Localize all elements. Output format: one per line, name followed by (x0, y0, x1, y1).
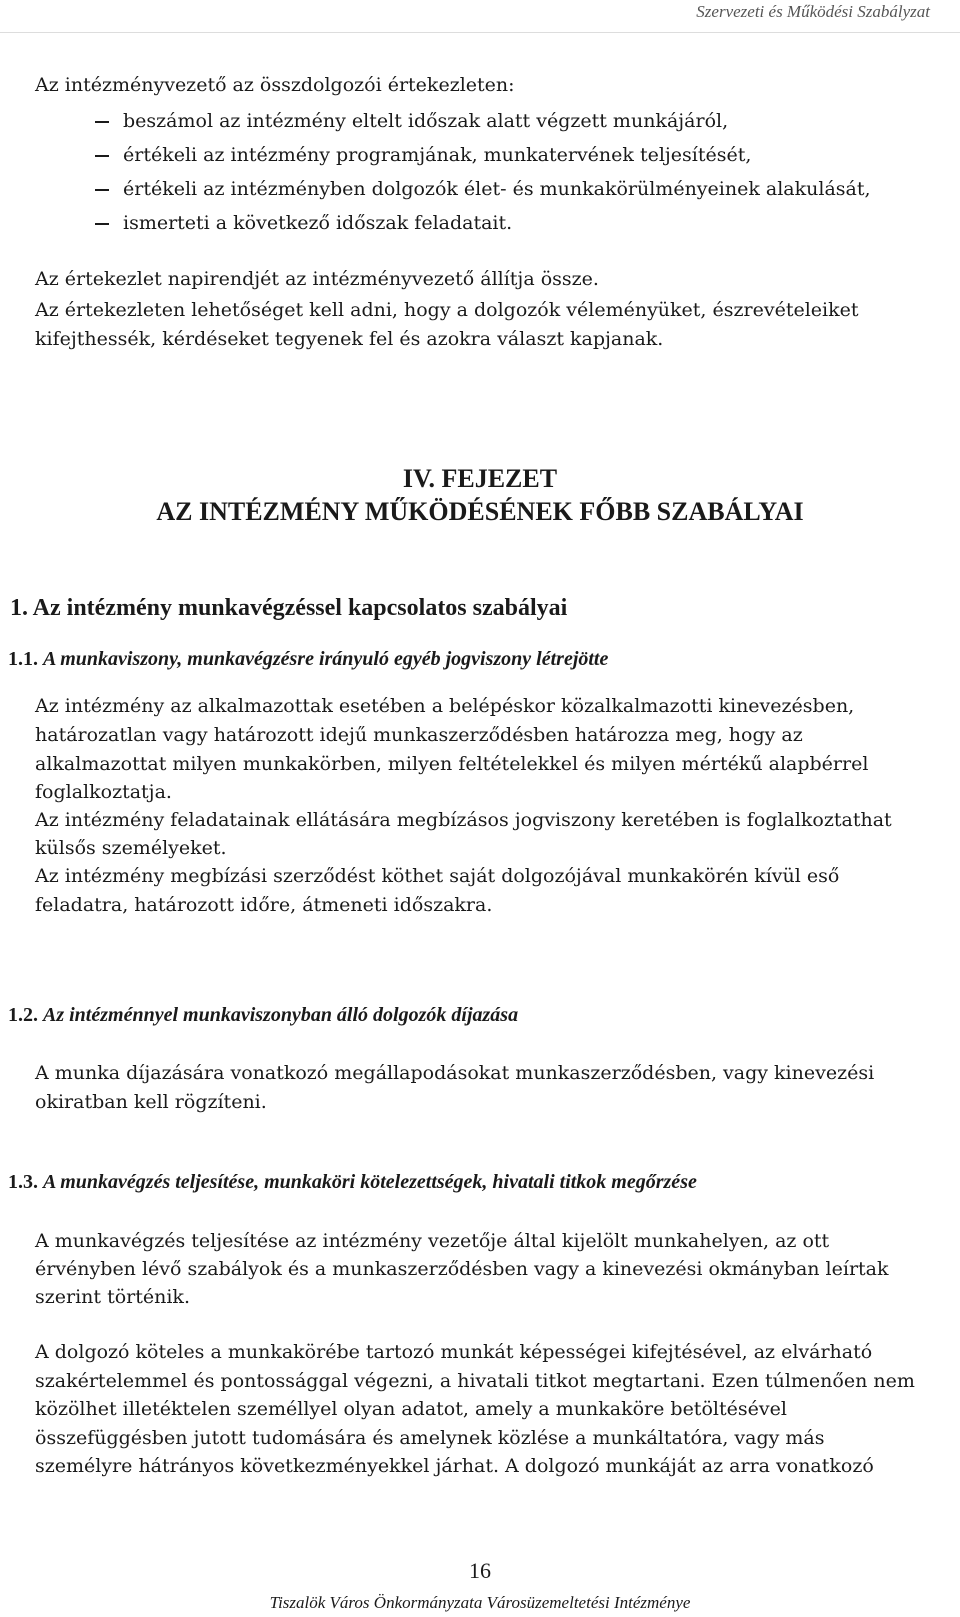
paragraph-line: összefüggésben jutott tudomására és amelynek közlése a munkáltatóra, vagy más (35, 1427, 825, 1449)
paragraph-line: A munka díjazására vonatkozó megállapodásokat munkaszerződésben, vagy kinevezési (35, 1062, 875, 1084)
paragraph-line: Az intézmény megbízási szerződést köthet saját dolgozójával munkakörén kívül eső (35, 865, 840, 887)
paragraph-line: okiratban kell rögzíteni. (35, 1091, 267, 1113)
paragraph-line: szerint történik. (35, 1286, 190, 1308)
dash-bullet-icon (95, 121, 109, 123)
paragraph-line: foglalkoztatja. (35, 781, 172, 803)
paragraph-line: személyre hátrányos következményekkel járhat. A dolgozó munkáját az arra vonatkozó (35, 1455, 874, 1477)
subsection-heading-1-3: 1.3. A munkavégzés teljesítése, munkaköri kötelezettségek, hivatali titkok megőrzése (8, 1171, 697, 1193)
dash-bullet-icon (95, 189, 109, 191)
paragraph-line: A munkavégzés teljesítése az intézmény vezetője által kijelölt munkahelyen, az ott (35, 1230, 830, 1252)
paragraph-line: Az intézmény feladatainak ellátására megbízásos jogviszony keretében is foglalkoztathat (35, 809, 892, 831)
paragraph-line: érvényben lévő szabályok és a munkaszerződésben vagy a kinevezési okmányban leírtak (35, 1258, 889, 1280)
paragraph-line: szakértelemmel és pontossággal végezni, a hivatali titkot megtartani. Ezen túlmenően nem (35, 1370, 915, 1392)
paragraph-line: határozatlan vagy határozott idejű munkaszerződésben határozza meg, hogy az (35, 724, 803, 746)
paragraph-line: alkalmazottat milyen munkakörben, milyen feltételekkel és milyen mértékű alapbérrel (35, 753, 869, 775)
running-footer: Tiszalök Város Önkormányzata Városüzemeltetési Intézménye (269, 1593, 691, 1612)
paragraph-line: közölhet illetéktelen személlyel olyan adatot, amely a munkaköre betöltésével (35, 1398, 787, 1420)
subsection-heading-1-1: 1.1. A munkaviszony, munkavégzésre irányuló egyéb jogviszony létrejötte (8, 648, 609, 670)
running-header: Szervezeti és Működési Szabályzat (696, 2, 930, 21)
paragraph-line: külsős személyeket. (35, 837, 227, 859)
header-divider (0, 32, 960, 33)
subsection-heading-1-2: 1.2. Az intézménnyel munkaviszonyban álló dolgozók díjazása (8, 1004, 519, 1026)
paragraph-line: A dolgozó köteles a munkakörébe tartozó munkát képességei kifejtésével, az elvárható (35, 1341, 873, 1363)
dash-bullet-icon (95, 155, 109, 157)
agenda-paragraph: Az értekezlet napirendjét az intézményvezető állítja össze. (35, 268, 599, 290)
opinion-paragraph-line: Az értekezleten lehetőséget kell adni, hogy a dolgozók véleményüket, észrevételeiket (35, 299, 859, 321)
opinion-paragraph-line: kifejthessék, kérdéseket tegyenek fel és azokra választ kapjanak. (35, 328, 664, 350)
chapter-number: IV. FEJEZET (402, 464, 558, 493)
intro-lead: Az intézményvezető az összdolgozói értekezleten: (35, 74, 515, 96)
dash-bullet-icon (95, 223, 109, 225)
page-number: 16 (469, 1558, 491, 1583)
chapter-title: AZ INTÉZMÉNY MŰKÖDÉSÉNEK FŐBB SZABÁLYAI (156, 497, 804, 526)
document-page: Szervezeti és Működési Szabályzat Az intézményvezető az összdolgozói értekezleten: beszámol az intézmény eltelt időszak alatt végzett munkájáról, értékeli az intézmény programjának, munkatervének teljesítését, értékeli az intézményben dolgozók élet- és munkakörülményeinek alakulását, ismerteti a következő időszak feladatait. Az értekezlet napirendjét az intézményvezető állítja össze. Az értekezleten lehetőséget kell adni, hogy a dolgozók véleményüket, észrevételeiket kifejthessék, kérdéseket tegyenek fel és azokra választ kapjanak. IV. FEJEZET AZ INTÉZMÉNY MŰKÖDÉSÉNEK FŐBB SZABÁLYAI 1. Az intézmény munkavégzéssel kapcsolatos szabályai 1.1. A munkaviszony, munkavégzésre irányuló egyéb jogviszony létrejötte Az intézmény az alkalmazottak esetében a belépéskor közalkalmazotti kinevezésben, határozatlan vagy határozott idejű munkaszerződésben határozza meg, hogy az alkalmazottat milyen munkakörben, milyen feltételekkel és milyen mértékű alapbérrel foglalkoztatja. Az intézmény feladatainak ellátására megbízásos jogviszony keretében is foglalkoztathat külsős személyeket. Az intézmény megbízási szerződést köthet saját dolgozójával munkakörén kívül eső feladatra, határozott időre, átmeneti időszakra. 1.2. Az intézménnyel munkaviszonyban álló dolgozók díjazása A munka díjazására vonatkozó megállapodásokat munkaszerződésben, vagy kinevezési okiratban kell rögzíteni. 1.3. A munkavégzés teljesítése, munkaköri kötelezettségek, hivatali titkok megőrzése A munkavégzés teljesítése az intézmény vezetője által kijelölt munkahelyen, az ott érvényben lévő szabályok és a munkaszerződésben vagy a kinevezési okmányban leírtak szerint történik. A dolgozó köteles a munkakörébe tartozó munkát képességei kifejtésével, az elvárható szakértelemmel és pontossággal végezni, a hivatali titkot megtartani. Ezen túlmenően nem közölhet illetéktelen személlyel olyan adatot, amely a munkaköre betöltésével összefüggésben jutott tudomására és amelynek közlése a munkáltatóra, vagy más személyre hátrányos következményekkel járhat. A dolgozó munkáját az arra vonatkozó 16 Tiszalök Város Önkormányzata Városüzemeltetési Intézménye (0, 0, 960, 1617)
paragraph-line: Az intézmény az alkalmazottak esetében a belépéskor közalkalmazotti kinevezésben, (35, 695, 855, 717)
paragraph-line: feladatra, határozott időre, átmeneti időszakra. (35, 894, 493, 916)
section-title: 1. Az intézmény munkavégzéssel kapcsolatos szabályai (10, 595, 568, 621)
